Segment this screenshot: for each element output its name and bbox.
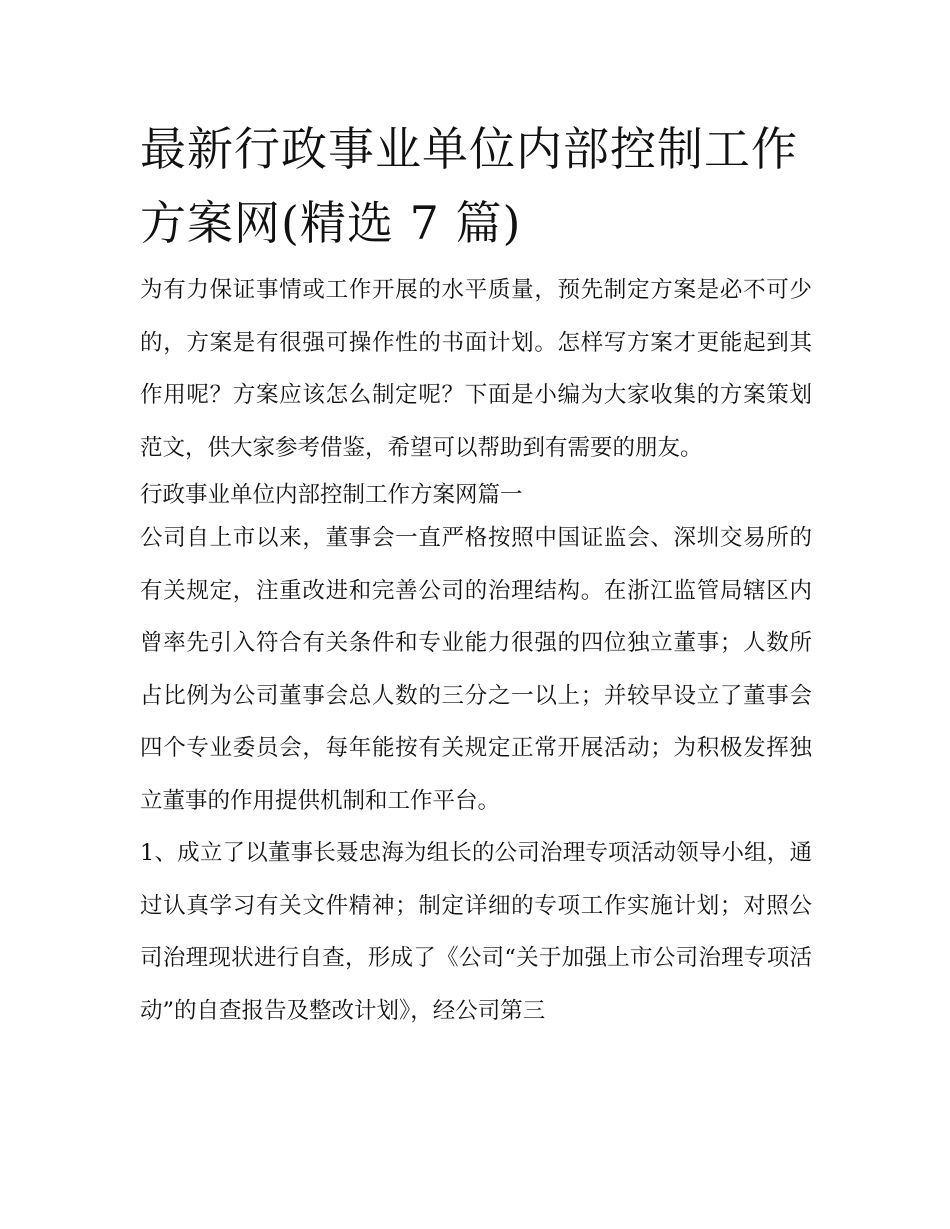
body-paragraph-2: 1、成立了以董事长聂忠海为组长的公司治理专项活动领导小组，通过认真学习有关文件精神；制定详细的专项工作实施计划；对照公司治理现状进行自查，形成了《公司“关于加强上市公司治理专项活动”的自查报告及整改计划》，经公司第三 — [140, 840, 812, 1024]
intro-paragraph: 为有力保证事情或工作开展的水平质量，预先制定方案是必不可少的，方案是有很强可操作性的书面计划。怎样写方案才更能起到其作用呢？方案应该怎么制定呢？下面是小编为大家收集的方案策划范文，供大家参考借鉴，希望可以帮助到有需要的朋友。 — [140, 277, 812, 461]
document-title: 最新行政事业单位内部控制工作方案网(精选 7 篇) — [140, 122, 798, 250]
body-paragraph-1: 公司自上市以来，董事会一直严格按照中国证监会、深圳交易所的有关规定，注重改进和完善公司的治理结构。在浙江监管局辖区内曾率先引入符合有关条件和专业能力很强的四位独立董事；人数所占比例为公司董事会总人数的三分之一以上；并较早设立了董事会四个专业委员会，每年能按有关规定正常开展活动；为积极发挥独立董事的作用提供机制和工作平台。 — [140, 525, 812, 814]
document-page — [140, 112, 812, 1037]
section-heading: 行政事业单位内部控制工作方案网篇一 — [140, 482, 523, 508]
